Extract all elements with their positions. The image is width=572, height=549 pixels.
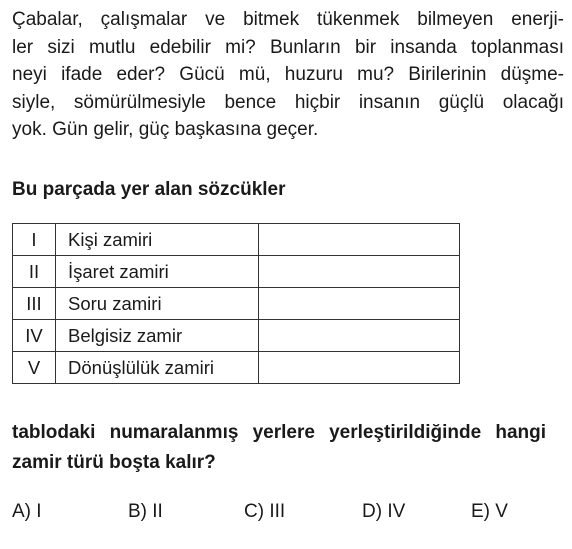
blank-cell <box>259 224 460 256</box>
passage <box>12 6 564 144</box>
passage-line: siyle, sömürülmesiyle bence hiçbir insanın güçlü olacağı <box>12 91 564 113</box>
blank-cell <box>259 256 460 288</box>
row-number: II <box>13 256 56 288</box>
passage-line: Çabalar, çalışmalar ve bitmek tükenmek bilmeyen enerji- <box>12 9 564 30</box>
blank-cell <box>259 352 460 384</box>
table-row <box>13 256 460 288</box>
option-e[interactable]: E) V <box>471 501 508 522</box>
row-number: III <box>13 288 56 320</box>
table-row <box>13 288 460 320</box>
answer-options <box>0 495 572 529</box>
pronoun-type: Belgisiz zamir <box>56 320 259 352</box>
pronoun-type: Dönüşlülük zamiri <box>56 352 259 384</box>
question-stem-bottom: tablodaki numaralanmış yerlere yerleştirildiğinde hangi zamir türü boşta kalır? <box>12 422 546 473</box>
table-row <box>13 320 460 352</box>
pronoun-table <box>12 223 460 384</box>
row-number: V <box>13 352 56 384</box>
pronoun-type: Soru zamiri <box>56 288 259 320</box>
passage-line: ler sizi mutlu edebilir mi? Bunların bir insanda toplanması <box>12 36 564 58</box>
option-b[interactable]: B) II <box>128 501 163 522</box>
pronoun-type: Kişi zamiri <box>56 224 259 256</box>
passage-line: yok. Gün gelir, güç başkasına geçer. <box>12 119 319 140</box>
row-number: I <box>13 224 56 256</box>
blank-cell <box>259 288 460 320</box>
option-a[interactable]: A) I <box>12 501 42 522</box>
table-row <box>13 352 460 384</box>
table-row <box>13 224 460 256</box>
row-number: IV <box>13 320 56 352</box>
option-d[interactable]: D) IV <box>362 501 406 522</box>
option-c[interactable]: C) III <box>244 501 286 522</box>
pronoun-type: İşaret zamiri <box>56 256 259 288</box>
question-stem-top: Bu parçada yer alan sözcükler <box>12 179 286 200</box>
passage-line: neyi ifade eder? Gücü mü, huzuru mu? Birilerinin düşme- <box>12 64 564 85</box>
blank-cell <box>259 320 460 352</box>
